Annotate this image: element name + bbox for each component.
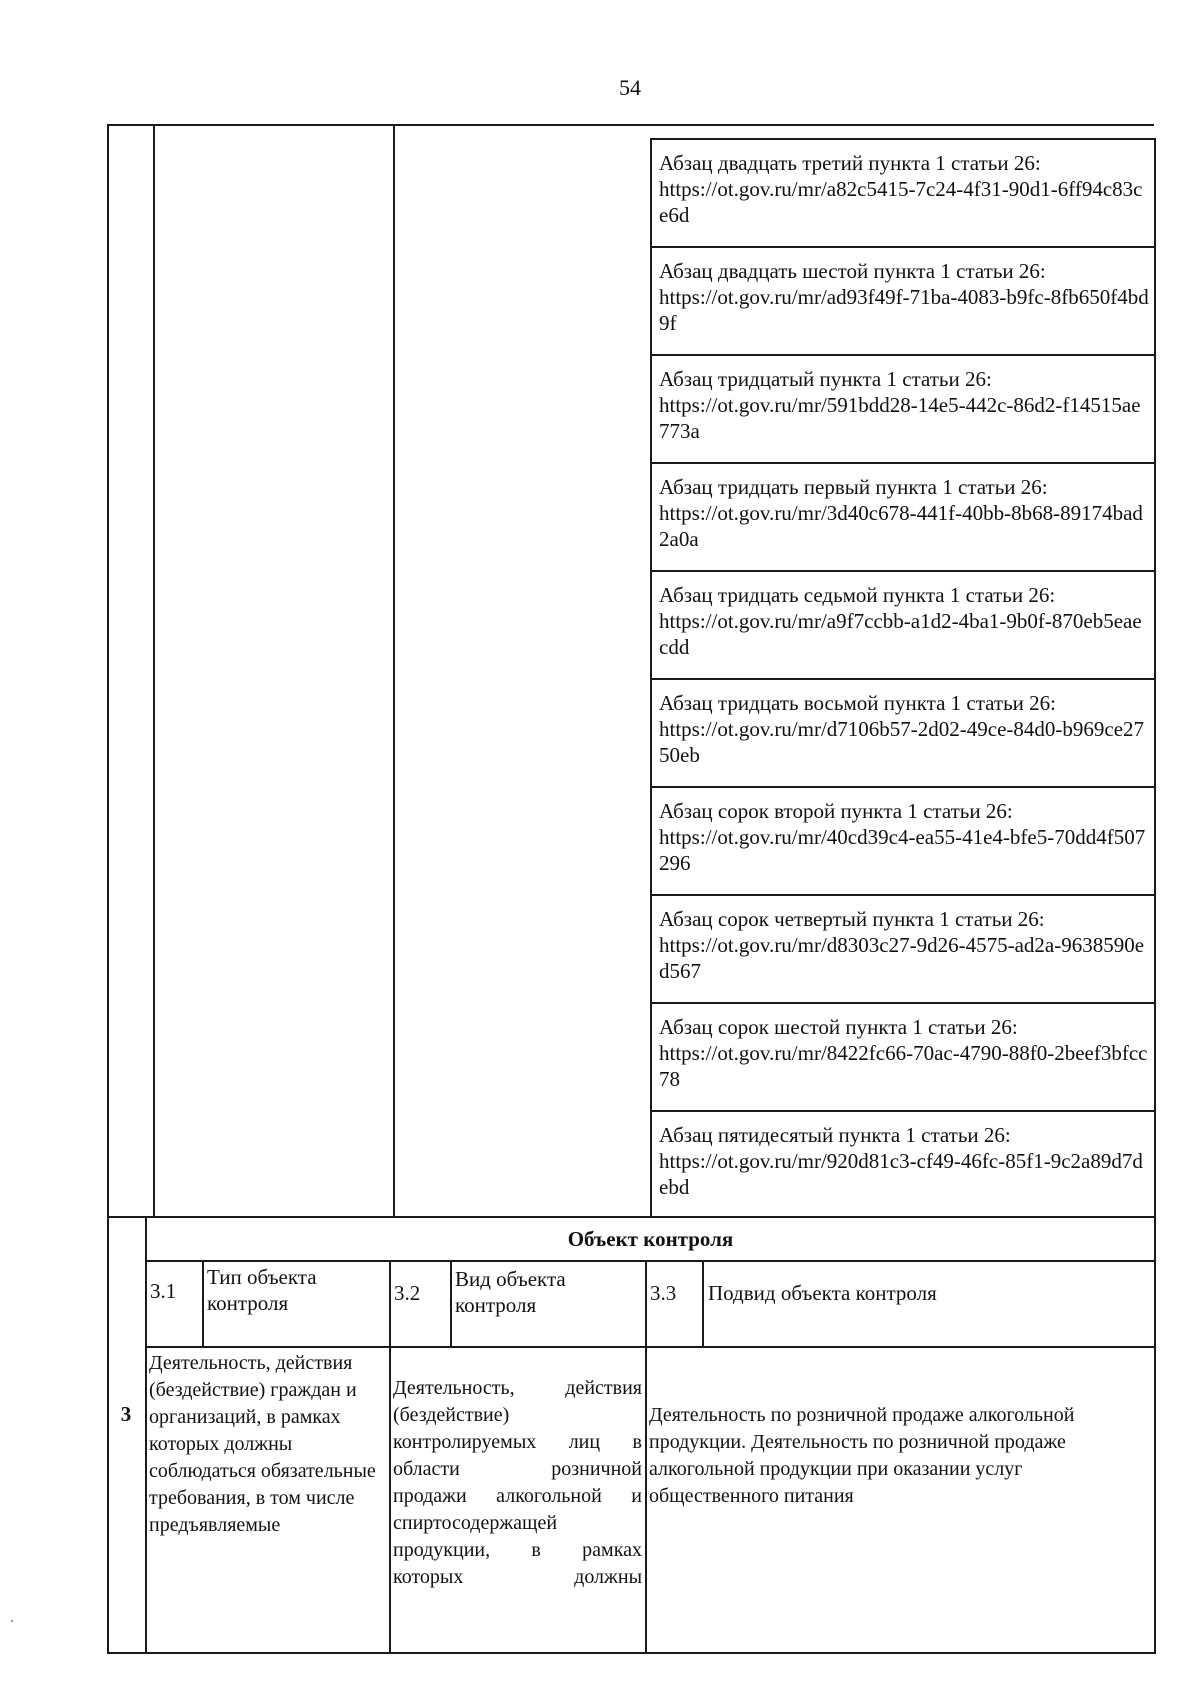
- object-type-text: Деятельность, действия (бездействие) граждан и организаций, в рамках которых должны соблюдаться обязательные требования, в том числе предъявляемые: [149, 1352, 376, 1536]
- table-top-border: [107, 124, 1154, 126]
- col-3-2-label: Вид объекта контроля: [455, 1267, 566, 1317]
- reference-link[interactable]: https://ot.gov.ru/mr/3d40c678-441f-40bb-8b68-89174bad2a0a: [659, 501, 1143, 551]
- col-3-3-label: Подвид объекта контроля: [708, 1281, 937, 1305]
- reference-link[interactable]: https://ot.gov.ru/mr/591bdd28-14e5-442c-86d2-f14515ae773a: [659, 393, 1141, 443]
- col-3-2-number: 3.2: [394, 1281, 421, 1305]
- section-heading: Объект контроля: [567, 1227, 734, 1251]
- reference-cell: Абзац сорок шестой пункта 1 статьи 26: https://ot.gov.ru/mr/8422fc66-70ac-4790-88f0-2beef3bfcc78: [659, 1015, 1148, 1091]
- reference-link[interactable]: https://ot.gov.ru/mr/40cd39c4-ea55-41e4-bfe5-70dd4f507296: [659, 825, 1146, 875]
- reference-cell: Абзац двадцать третий пункта 1 статьи 26: https://ot.gov.ru/mr/a82c5415-7c24-4f31-90d1-6ff94c83ce6d: [659, 150, 1149, 228]
- reference-link[interactable]: https://ot.gov.ru/mr/d7106b57-2d02-49ce-84d0-b969ce2750eb: [659, 717, 1145, 767]
- reference-link[interactable]: https://ot.gov.ru/mr/8422fc66-70ac-4790-88f0-2beef3bfcc78: [659, 1041, 1148, 1091]
- reference-link[interactable]: https://ot.gov.ru/mr/d8303c27-9d26-4575-ad2a-9638590ed567: [659, 933, 1145, 983]
- reference-cell: Абзац пятидесятый пункта 1 статьи 26: https://ot.gov.ru/mr/920d81c3-cf49-46fc-85f1-9c2a89d7debd: [659, 1122, 1149, 1200]
- reference-cell: Абзац тридцать восьмой пункта 1 статьи 26: https://ot.gov.ru/mr/d7106b57-2d02-49ce-84d0-b969ce2750eb: [659, 690, 1149, 768]
- object-subkind-text: Деятельность по розничной продаже алкогольной продукции. Деятельность по розничной продаже алкогольной продукции при оказании услуг общественного питания: [649, 1404, 1075, 1507]
- reference-link[interactable]: https://ot.gov.ru/mr/a9f7ccbb-a1d2-4ba1-9b0f-870eb5eaecdd: [659, 609, 1142, 659]
- reference-cell: Абзац тридцать первый пункта 1 статьи 26: https://ot.gov.ru/mr/3d40c678-441f-40bb-8b68-89174bad2a0a: [659, 474, 1149, 552]
- object-kind-text: Деятельность, действия (бездействие) контролируемых лиц в области розничной продажи алкогольной и спиртосодержащей продукции, в рамках которых должны: [393, 1377, 642, 1588]
- reference-cell: Абзац двадцать шестой пункта 1 статьи 26: https://ot.gov.ru/mr/ad93f49f-71ba-4083-b9fc-8fb650f4bd9f: [659, 259, 1149, 335]
- col-3-1-number: 3.1: [150, 1279, 177, 1303]
- table-bottom-border: [107, 1652, 1156, 1654]
- reference-link[interactable]: https://ot.gov.ru/mr/920d81c3-cf49-46fc-85f1-9c2a89d7debd: [659, 1149, 1143, 1199]
- reference-cell: Абзац сорок четвертый пункта 1 статьи 26: https://ot.gov.ru/mr/d8303c27-9d26-4575-ad2a-9638590ed567: [659, 906, 1149, 984]
- reference-cell: Абзац тридцатый пункта 1 статьи 26: https://ot.gov.ru/mr/591bdd28-14e5-442c-86d2-f14515ae773a: [659, 366, 1149, 444]
- col-3-1-label: Тип объекта контроля: [207, 1265, 317, 1315]
- page-number: 54: [619, 75, 641, 100]
- reference-cell: Абзац сорок второй пункта 1 статьи 26: https://ot.gov.ru/mr/40cd39c4-ea55-41e4-bfe5-70dd4f507296: [659, 798, 1149, 876]
- reference-cell: Абзац тридцать седьмой пункта 1 статьи 26: https://ot.gov.ru/mr/a9f7ccbb-a1d2-4ba1-9b0f-870eb5eaecdd: [659, 582, 1149, 660]
- reference-link[interactable]: https://ot.gov.ru/mr/ad93f49f-71ba-4083-b9fc-8fb650f4bd9f: [659, 285, 1149, 335]
- col-3-3-number: 3.3: [650, 1281, 677, 1305]
- section-number: 3: [120, 1402, 132, 1426]
- reference-link[interactable]: https://ot.gov.ru/mr/a82c5415-7c24-4f31-90d1-6ff94c83ce6d: [659, 177, 1143, 227]
